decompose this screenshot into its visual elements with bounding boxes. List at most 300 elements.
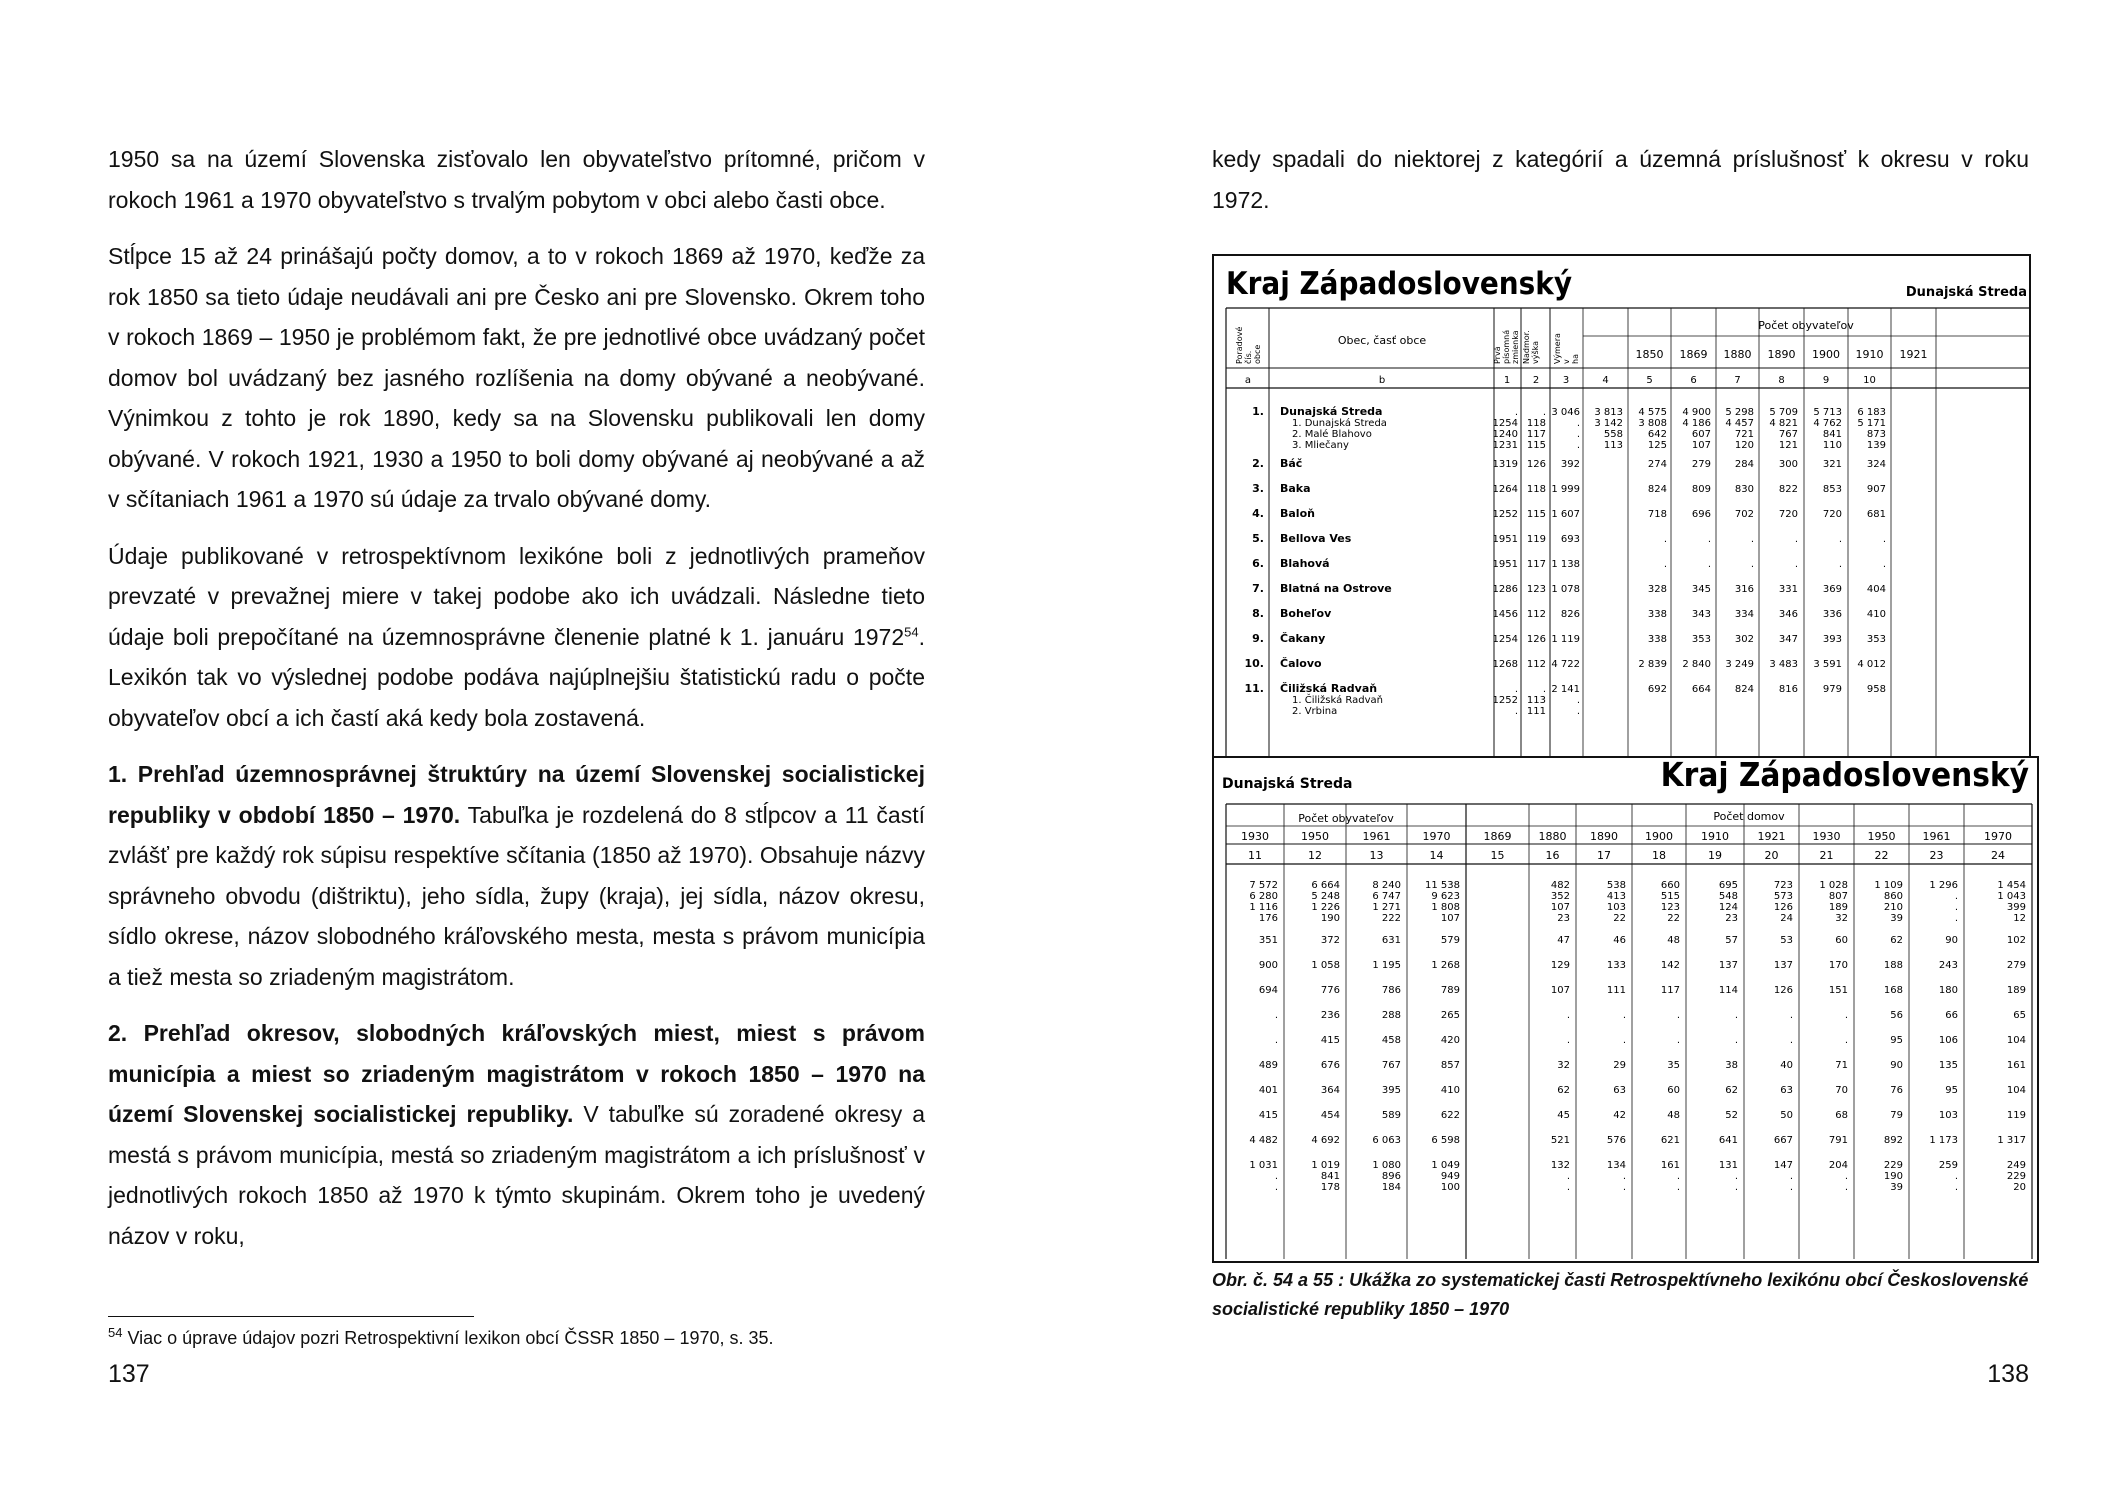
table-value: 1 116	[1249, 902, 1278, 913]
table-value: 892	[1883, 1135, 1903, 1146]
table-value: 1 808	[1431, 902, 1460, 913]
paragraph	[108, 754, 925, 997]
right-page-paragraph: kedy spadali do niektorej z kategórií a územná príslušnosť k okresu v roku 1972.	[1212, 146, 2029, 213]
population-value: 830	[1734, 484, 1754, 495]
table-value: 789	[1440, 985, 1460, 996]
population-value: .	[1794, 534, 1798, 545]
table-value: 4 482	[1249, 1135, 1278, 1146]
population-value: 346	[1778, 609, 1798, 620]
municipality-name: Blatná na Ostrove	[1280, 582, 1392, 595]
table-value: 70	[1835, 1085, 1848, 1096]
area: .	[1576, 418, 1580, 429]
year-header: 1850	[1635, 348, 1664, 361]
table-value: .	[1844, 1171, 1848, 1182]
population-value: 681	[1866, 509, 1886, 520]
population-value: 692	[1647, 684, 1667, 695]
table-value: 48	[1667, 935, 1680, 946]
column-header-pocet: Počet obyvateľov	[1758, 319, 1854, 332]
table-value: 29	[1613, 1060, 1626, 1071]
table-value: 60	[1835, 935, 1848, 946]
table-value: 32	[1557, 1060, 1570, 1071]
column-number: 7	[1734, 375, 1741, 386]
row-number: 8.	[1252, 607, 1264, 620]
population-value: .	[1882, 534, 1886, 545]
table-value: 860	[1883, 891, 1903, 902]
paragraph	[108, 536, 925, 739]
table-value: 39	[1890, 1182, 1903, 1193]
population-value: 300	[1778, 459, 1798, 470]
first-mention: 1264	[1492, 484, 1518, 495]
footnote-mark: 54	[108, 1325, 123, 1340]
lexicon-scan-houses-table	[1212, 756, 2039, 1263]
table-value: .	[1789, 1171, 1793, 1182]
column-number: 3	[1562, 375, 1570, 386]
population-value: 302	[1734, 634, 1754, 645]
altitude: 123	[1526, 584, 1546, 595]
table-value: .	[1566, 1182, 1570, 1193]
altitude: 126	[1526, 459, 1546, 470]
table-value: 236	[1320, 1010, 1340, 1021]
table-value: 676	[1320, 1060, 1340, 1071]
first-mention: 1268	[1492, 659, 1518, 670]
year-header: 1890	[1767, 348, 1796, 361]
table-value: 641	[1718, 1135, 1738, 1146]
column-number: 16	[1545, 849, 1560, 862]
altitude: 118	[1526, 418, 1546, 429]
municipality-name: Baloň	[1280, 507, 1315, 520]
municipality-name: 3. Mliečany	[1292, 440, 1349, 451]
column-number: a	[1244, 375, 1252, 386]
row-number: 3.	[1252, 482, 1264, 495]
table-value: 47	[1557, 935, 1570, 946]
population-value: 4 186	[1682, 418, 1711, 429]
footnote-reference: 54	[904, 623, 919, 639]
altitude: 115	[1526, 509, 1546, 520]
table-value: 4 692	[1311, 1135, 1340, 1146]
table-value: 132	[1550, 1160, 1570, 1171]
table-value: 168	[1883, 985, 1903, 996]
population-value: .	[1707, 534, 1711, 545]
rotated-column-header: Prvá	[1493, 346, 1502, 364]
table-value: 1 031	[1249, 1160, 1278, 1171]
column-number: 12	[1308, 849, 1322, 862]
table-value: 9 623	[1431, 891, 1460, 902]
column-number: 6	[1690, 375, 1697, 386]
page-number-right: 138	[1987, 1360, 2029, 1388]
column-number: 18	[1652, 849, 1666, 862]
population-value: 353	[1691, 634, 1711, 645]
table-value: 189	[1828, 902, 1848, 913]
table-value: 23	[1557, 913, 1570, 924]
first-mention: 1951	[1492, 534, 1518, 545]
table-value: 12	[2013, 913, 2026, 924]
rotated-column-header: čís.	[1244, 350, 1253, 364]
row-number: 7.	[1252, 582, 1264, 595]
scan-district: Dunajská Streda	[1222, 776, 1353, 792]
first-mention: 1252	[1492, 695, 1518, 706]
table-value: 5 248	[1311, 891, 1340, 902]
table-value: 548	[1718, 891, 1738, 902]
table-value: 65	[2013, 1010, 2026, 1021]
area: 2 141	[1551, 684, 1580, 695]
table-value: 63	[1780, 1085, 1793, 1096]
altitude: .	[1542, 684, 1546, 695]
population-value: 816	[1778, 684, 1798, 695]
population-value: 5 298	[1725, 407, 1754, 418]
population-value: 702	[1734, 509, 1754, 520]
altitude: .	[1542, 407, 1546, 418]
table-value: 1 226	[1311, 902, 1340, 913]
population-value: .	[1663, 534, 1667, 545]
table-value: 95	[1890, 1035, 1903, 1046]
altitude: 115	[1526, 440, 1546, 451]
table-value: .	[1789, 1010, 1793, 1021]
table-value: 107	[1550, 902, 1570, 913]
altitude: 113	[1526, 695, 1546, 706]
row-number: 11.	[1244, 682, 1264, 695]
table-value: .	[1622, 1035, 1626, 1046]
table-value: .	[1954, 1182, 1958, 1193]
table-value: 103	[1606, 902, 1626, 913]
rotated-column-header: Výmera	[1553, 333, 1562, 364]
scan-title: Kraj Západoslovenský	[1226, 266, 1572, 302]
rotated-column-header: Nadmor.	[1522, 330, 1531, 364]
population-value: 4 012	[1857, 659, 1886, 670]
year-header: 1950	[1301, 830, 1329, 843]
table-value: 1 296	[1929, 880, 1958, 891]
population-value: .	[1707, 559, 1711, 570]
first-mention: 1456	[1492, 609, 1518, 620]
table-value: .	[1566, 1010, 1570, 1021]
table-value: 1 080	[1372, 1160, 1401, 1171]
table-value: 107	[1440, 913, 1460, 924]
population-value: 324	[1866, 459, 1886, 470]
year-header: 1900	[1812, 348, 1840, 361]
population-value: 336	[1822, 609, 1842, 620]
table-value: 176	[1258, 913, 1278, 924]
table-value: .	[1844, 1010, 1848, 1021]
row-number: 9.	[1252, 632, 1264, 645]
table-value: 482	[1550, 880, 1570, 891]
altitude: 111	[1526, 706, 1546, 717]
table-value: 46	[1613, 935, 1626, 946]
table-value: .	[1274, 1010, 1278, 1021]
area: 392	[1560, 459, 1580, 470]
table-value: 22	[1613, 913, 1626, 924]
first-mention: .	[1514, 407, 1518, 418]
table-value: .	[1734, 1171, 1738, 1182]
population-value: 5 171	[1857, 418, 1886, 429]
table-value: 104	[2006, 1035, 2026, 1046]
table-value: 147	[1773, 1160, 1793, 1171]
table-value: 841	[1320, 1171, 1340, 1182]
table-value: 949	[1440, 1171, 1460, 1182]
population-value: 767	[1778, 429, 1798, 440]
paragraph	[108, 139, 925, 220]
table-value: .	[1789, 1035, 1793, 1046]
table-value: 71	[1835, 1060, 1848, 1071]
table-value: 50	[1780, 1110, 1793, 1121]
year-header: 1921	[1899, 348, 1928, 361]
table-value: 32	[1835, 913, 1848, 924]
table-value: 454	[1320, 1110, 1340, 1121]
table-value: 68	[1835, 1110, 1848, 1121]
scan1-svg	[1214, 256, 2029, 758]
table-value: 184	[1381, 1182, 1401, 1193]
population-value: 6 183	[1857, 407, 1886, 418]
table-value: 42	[1613, 1110, 1626, 1121]
table-value: .	[1622, 1010, 1626, 1021]
area: 1 999	[1551, 484, 1580, 495]
column-header-pocet-domov: Počet domov	[1713, 810, 1785, 823]
area: .	[1576, 429, 1580, 440]
year-header: 1930	[1241, 830, 1269, 843]
altitude: 118	[1526, 484, 1546, 495]
first-mention: 1286	[1492, 584, 1518, 595]
population-value: .	[1750, 559, 1754, 570]
table-value: .	[1844, 1182, 1848, 1193]
population-value: 642	[1647, 429, 1667, 440]
population-value: 721	[1734, 429, 1754, 440]
table-value: 229	[1883, 1160, 1903, 1171]
table-value: 1 268	[1431, 960, 1460, 971]
table-value: 791	[1828, 1135, 1848, 1146]
table-value: 401	[1258, 1085, 1278, 1096]
population-value: 369	[1822, 584, 1842, 595]
table-value: 35	[1667, 1060, 1680, 1071]
population-value: 2 839	[1638, 659, 1667, 670]
population-value: 907	[1866, 484, 1886, 495]
table-value: 114	[1718, 985, 1738, 996]
table-value: 56	[1890, 1010, 1903, 1021]
paragraph-text: Tabuľka je rozdelená do 8 stĺpcov a 11 častí zvlášť pre každý rok súpisu respektíve sčítania (1850 až 1970). Obsahuje názvy správneho obvodu (dištriktu), jeho sídla, župy (kraja), jej sídla, názov okresu, sídlo okrese, názov slobodného kráľovského mesta, mesta s právom municípia a tiež mesta so zriadeným magistrátom.	[108, 801, 925, 990]
paragraph-text: V tabuľke sú zoradené okresy a mestá s právom municípia, mestá so zriadeným magistrátom a ich príslušnosť v jednotlivých rokoch 1850 až 1970 k týmto skupinám. Okrem toho je uvedený názov v roku,	[108, 1101, 925, 1249]
table-value: 11 538	[1425, 880, 1460, 891]
table-value: 351	[1258, 935, 1278, 946]
table-value: 111	[1606, 985, 1626, 996]
table-value: 123	[1660, 902, 1680, 913]
population-value: 328	[1647, 584, 1667, 595]
population-value: 824	[1734, 684, 1754, 695]
year-header: 1869	[1679, 348, 1708, 361]
population-value: 3 249	[1725, 659, 1754, 670]
table-value: 1 195	[1372, 960, 1401, 971]
table-value: 103	[1938, 1110, 1958, 1121]
altitude: 126	[1526, 634, 1546, 645]
paragraph-text: Stĺpce 15 až 24 prinášajú počty domov, a to v rokoch 1869 až 1970, keďže za rok 1850 sa tieto údaje neudávali ani pre Česko ani pre Slovensko. Okrem toho v rokoch 1869 – 1950 je problémom fakt, že pre jednotlivé obce uvádzaný počet domov bol uvádzaný bez jasného rozlíšenia na domy obývané a neobývané. Výnimkou z tohto je rok 1890, kedy sa na Slovensku publikovali len domy obývané. V rokoch 1921, 1930 a 1950 to boli domy obývané aj neobývané a až v sčítaniach 1961 a 1970 sú údaje za trvalo obývané domy.	[108, 243, 925, 512]
population-value: .	[1663, 559, 1667, 570]
area: 1 119	[1551, 634, 1580, 645]
area: 1 078	[1551, 584, 1580, 595]
municipality-name: 2. Malé Blahovo	[1292, 429, 1372, 440]
year-header: 1869	[1483, 830, 1512, 843]
table-value: 573	[1773, 891, 1793, 902]
table-value: 399	[2006, 902, 2026, 913]
left-page-body	[108, 139, 925, 1272]
population-value: 607	[1691, 429, 1711, 440]
table-value: 420	[1440, 1035, 1460, 1046]
table-value: 288	[1381, 1010, 1401, 1021]
population-value: 958	[1866, 684, 1886, 695]
table-value: .	[1954, 902, 1958, 913]
population-value: 331	[1778, 584, 1798, 595]
population-value: 316	[1734, 584, 1754, 595]
population-value: 853	[1822, 484, 1842, 495]
table-value: 410	[1440, 1085, 1460, 1096]
year-header: 1950	[1867, 830, 1896, 843]
first-mention: 1951	[1492, 559, 1518, 570]
table-value: 180	[1938, 985, 1958, 996]
area: 1 138	[1551, 559, 1580, 570]
year-header: 1930	[1812, 830, 1841, 843]
table-value: 137	[1718, 960, 1738, 971]
table-value: 857	[1440, 1060, 1460, 1071]
table-value: 1 271	[1372, 902, 1401, 913]
column-number: b	[1378, 375, 1386, 386]
year-header: 1970	[1984, 830, 2012, 843]
table-value: 124	[1718, 902, 1738, 913]
table-value: .	[1954, 913, 1958, 924]
municipality-name: Boheľov	[1280, 607, 1332, 620]
population-value: 120	[1734, 440, 1754, 451]
population-value: 347	[1778, 634, 1798, 645]
population-value: 107	[1691, 440, 1711, 451]
table-value: 900	[1258, 960, 1278, 971]
table-value: 170	[1828, 960, 1848, 971]
column-number: 11	[1248, 849, 1262, 862]
population-value: .	[1838, 559, 1842, 570]
table-value: .	[1676, 1182, 1680, 1193]
table-value: 129	[1550, 960, 1570, 971]
year-header: 1880	[1723, 348, 1752, 361]
population-value: .	[1882, 559, 1886, 570]
table-value: .	[1844, 1035, 1848, 1046]
municipality-name: Dunajská Streda	[1280, 405, 1383, 418]
population-value: 718	[1647, 509, 1667, 520]
table-value: .	[1954, 891, 1958, 902]
population-value: 2 840	[1682, 659, 1711, 670]
population-value: 353	[1866, 634, 1886, 645]
row-number: 4.	[1252, 507, 1264, 520]
table-value: .	[1676, 1010, 1680, 1021]
year-header: 1970	[1422, 830, 1451, 843]
population-value: 5 709	[1769, 407, 1798, 418]
paragraph	[108, 1013, 925, 1256]
rotated-column-header: písomná	[1502, 329, 1511, 364]
first-mention: 1231	[1492, 440, 1518, 451]
table-value: 1 058	[1311, 960, 1340, 971]
table-value: 667	[1773, 1135, 1793, 1146]
column-number: 20	[1764, 849, 1779, 862]
figure-caption: Obr. č. 54 a 55 : Ukážka zo systematickej časti Retrospektívneho lexikónu obcí Československé socialistické republiky 1850 – 1970	[1212, 1270, 2029, 1319]
paragraph-text: . Lexikón tak vo výslednej podobe podáva najúplnejšiu štatistickú radu o počte obyvateľov obcí a ich častí aká kedy bola zostavená.	[108, 623, 925, 731]
table-value: 161	[2006, 1060, 2026, 1071]
population-value: 338	[1647, 609, 1667, 620]
table-value: 1 049	[1431, 1160, 1460, 1171]
table-value: 1 019	[1311, 1160, 1340, 1171]
column-number: 1	[1503, 375, 1511, 386]
table-value: 1 109	[1874, 880, 1903, 891]
population-value: 3 483	[1769, 659, 1798, 670]
area: .	[1576, 695, 1580, 706]
table-value: 66	[1945, 1010, 1958, 1021]
population-value: 4 575	[1638, 407, 1667, 418]
altitude: 112	[1526, 609, 1546, 620]
table-value: .	[1274, 1035, 1278, 1046]
table-value: .	[1566, 1035, 1570, 1046]
population-value: 410	[1866, 609, 1886, 620]
population-value: 3 591	[1813, 659, 1842, 670]
column-number: 23	[1929, 849, 1944, 862]
table-value: 53	[1780, 935, 1793, 946]
column-number: 5	[1646, 375, 1653, 386]
municipality-name: Čalovo	[1280, 657, 1322, 670]
column-number: 2	[1532, 375, 1540, 386]
population-value: 338	[1647, 634, 1667, 645]
column-number: 9	[1822, 375, 1830, 386]
rotated-column-header: ha	[1571, 354, 1580, 364]
year-header: 1910	[1855, 348, 1884, 361]
paragraph-heading: 1. Prehľad územnosprávnej štruktúry na území Slovenskej socialistickej republiky v období 1850 – 1970.	[108, 761, 925, 828]
table-value: .	[1274, 1171, 1278, 1182]
table-value: 413	[1606, 891, 1626, 902]
table-value: .	[1734, 1010, 1738, 1021]
population-value: 558	[1603, 429, 1623, 440]
row-number: 10.	[1244, 657, 1264, 670]
table-value: 521	[1550, 1135, 1570, 1146]
area: .	[1576, 440, 1580, 451]
table-value: 767	[1381, 1060, 1401, 1071]
row-number: 5.	[1252, 532, 1264, 545]
area: 3 046	[1551, 407, 1580, 418]
table-value: 107	[1550, 985, 1570, 996]
table-value: 1 317	[1997, 1135, 2026, 1146]
altitude: 119	[1526, 534, 1546, 545]
table-value: 38	[1725, 1060, 1738, 1071]
year-header: 1890	[1590, 830, 1618, 843]
table-value: 63	[1613, 1085, 1626, 1096]
table-value: 62	[1890, 935, 1903, 946]
table-value: 1 454	[1997, 880, 2026, 891]
population-value: 873	[1866, 429, 1886, 440]
table-value: 1 173	[1929, 1135, 1958, 1146]
footnote-text: Viac o úprave údajov pozri Retrospektivní lexikon obcí ČSSR 1850 – 1970, s. 35.	[122, 1328, 774, 1348]
table-value: 279	[2006, 960, 2026, 971]
table-value: 189	[2006, 985, 2026, 996]
first-mention: 1240	[1492, 429, 1518, 440]
table-value: 631	[1381, 935, 1401, 946]
population-value: .	[1838, 534, 1842, 545]
table-value: .	[1734, 1035, 1738, 1046]
population-value: 279	[1691, 459, 1711, 470]
altitude: 112	[1526, 659, 1546, 670]
table-value: 576	[1606, 1135, 1626, 1146]
table-value: 204	[1828, 1160, 1848, 1171]
table-value: 807	[1828, 891, 1848, 902]
table-value: 135	[1938, 1060, 1958, 1071]
table-value: 660	[1660, 880, 1680, 891]
population-value: 110	[1822, 440, 1842, 451]
table-value: 40	[1780, 1060, 1793, 1071]
rotated-column-header: obce	[1253, 344, 1262, 364]
paragraph-text: Údaje publikované v retrospektívnom lexikóne boli z jednotlivých prameňov prevzaté v prevažnej miere v takej podobe ako ich uvádzali. Následne tieto údaje boli prepočítané na územnosprávne členenie platné k 1. januáru 1972	[108, 542, 925, 650]
table-value: 1 028	[1819, 880, 1848, 891]
table-value: 60	[1667, 1085, 1680, 1096]
table-value: 62	[1725, 1085, 1738, 1096]
page-number-left: 137	[108, 1360, 150, 1388]
table-value: 229	[2006, 1171, 2026, 1182]
table-value: 395	[1381, 1085, 1401, 1096]
